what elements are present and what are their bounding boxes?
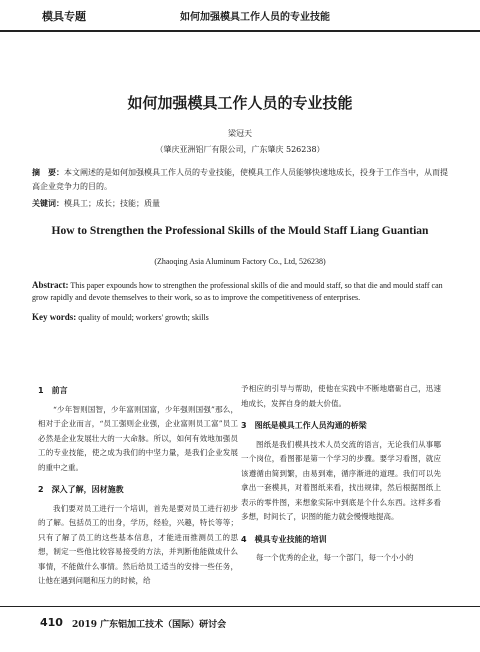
header-title: 如何加强模具工作人员的专业技能 [180, 12, 330, 23]
abstract-text-en: This paper expounds how to strengthen the professional skills of die and mould staff, so that die and mould staff can grow rapidly and devote themselves to their work, so as to improve the competitiveness of enterprises. [32, 281, 443, 302]
abstract-label-cn: 摘 要： [32, 168, 64, 177]
section-4-paragraph: 每一个优秀的企业，每一个部门，每一个小小的 [256, 553, 414, 562]
author-cn: 梁冠天 [228, 129, 252, 138]
page-footer [0, 606, 480, 652]
keywords-text-en: quality of mould; workers' growth; skills [78, 313, 209, 322]
section-3-paragraph: 图纸是我们模具技术人员交流的语言，无论我们从事哪一个岗位，看图都是第一个学习的步骤。要学习看图，就应该遵循由简到繁，由易到难，循序渐进的道理。我们可以先拿出一套模具，对着图纸来看，找出规律，然后根据图纸上表示的零件图，来想象实际中到底是个什么东西。这样多看多想，时间长了，识图的能力就会慢慢地提高。 [241, 439, 441, 521]
keywords-cn [32, 197, 452, 211]
affiliation-cn: （肇庆亚洲铝厂有限公司，广东肇庆 526238） [155, 145, 325, 154]
keywords-label-en: Key words: [32, 312, 77, 322]
paper-title-cn: 如何加强模具工作人员的专业技能 [127, 94, 353, 112]
affiliation-en: (Zhaoqing Asia Aluminum Factory Co., Ltd, 526238) [154, 257, 326, 266]
abstract-cn [32, 166, 452, 194]
abstract-text-cn: 本文阐述的是如何加强模具工作人员的专业技能，使模具工作人员能够快速地成长，投身于工作当中，从而提高企业竞争力的目的。 [32, 168, 448, 191]
section-heading-4: 4 模具专业技能的培训 [241, 534, 327, 544]
body-column-right [241, 382, 441, 574]
section-heading-3: 3 图纸是模具工作人员沟通的桥梁 [241, 421, 367, 430]
header-section: 模具专题 [42, 10, 86, 23]
section-heading-1: 1 前言 [38, 386, 68, 395]
section-1-paragraph: “少年智则国智，少年富则国富，少年强则国强”那么，相对于企业而言，“员工强则企业强，企业富则员工富”员工必然是企业发展壮大的一大命脉。所以，如何有效地加强员工的专业技能，使之成为我们的中坚力量，是我们企业发展的重中之重。 [38, 404, 238, 472]
section-2-paragraph-cont: 予相应的引导与帮助，使他在实践中不断地磨砺自己，迅速地成长，发挥自身的最大价值。 [241, 384, 441, 408]
body-column-left [38, 382, 238, 597]
keywords-en [32, 312, 452, 322]
section-heading-2: 2 深入了解，因材施教 [38, 485, 124, 494]
conference-name: 2019 广东铝加工技术（国际）研讨会 [72, 620, 227, 630]
abstract-label-en: Abstract: [32, 280, 69, 290]
page-number: 410 [40, 616, 63, 629]
keywords-label-cn: 关键词： [32, 199, 64, 208]
paper-title-en: How to Strengthen the Professional Skills of the Mould Staff Liang Guantian [51, 225, 429, 237]
abstract-en [32, 279, 452, 304]
page-header [0, 0, 480, 32]
keywords-text-cn: 模具工；成长；技能；质量 [64, 199, 160, 208]
section-2-paragraph: 我们要对员工进行一个培训，首先是要对员工进行初步的了解。包括员工的出身，学历，经验，兴趣，特长等等；只有了解了员工的这些基本信息，才能进而推测员工的思想，制定一些他比较容易接受的方法，并判断他能做成什么事情，不能做什么事情。然后给员工适当的安排一些任务，让他在遇到问题和压力的时候，给 [38, 503, 238, 585]
